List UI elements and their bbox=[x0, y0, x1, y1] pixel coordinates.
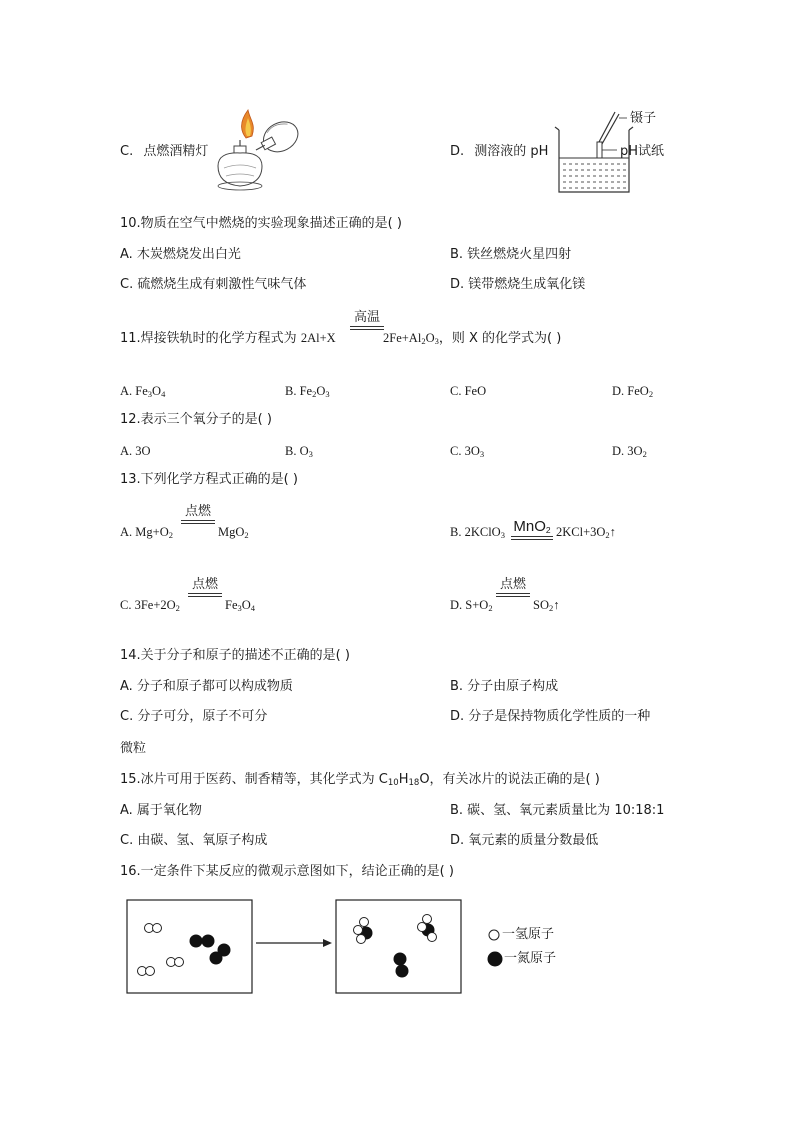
q10-stem: 10.物质在空气中燃烧的实验现象描述正确的是( ) bbox=[120, 216, 402, 231]
q11-option-a[interactable]: A. $Fe_3O_4$ bbox=[120, 384, 166, 399]
q13-a-product: MgO$_2$ bbox=[218, 525, 249, 540]
q14-option-c[interactable]: C. 分子可分，原子不可分 bbox=[120, 709, 268, 724]
q14-option-d[interactable]: D. 分子是保持物质化学性质的一种 bbox=[450, 709, 651, 724]
nitrogen-atom-legend-icon bbox=[488, 952, 503, 967]
q12-option-c[interactable]: C. $3O_3$ bbox=[450, 444, 485, 459]
q15-option-a[interactable]: A. 属于氧化物 bbox=[120, 803, 202, 818]
q9-option-d[interactable] bbox=[450, 143, 548, 161]
q11-condition bbox=[350, 306, 384, 330]
hydrogen-atom-legend-icon bbox=[489, 930, 499, 940]
q10-option-c[interactable]: C. 硫燃烧生成有刺激性气味气体 bbox=[120, 277, 307, 292]
q13-stem: 13.下列化学方程式正确的是( ) bbox=[120, 472, 298, 487]
q13-a-condition bbox=[181, 500, 215, 524]
q10-option-d[interactable]: D. 镁带燃烧生成氧化镁 bbox=[450, 277, 586, 292]
equals-sign bbox=[188, 593, 222, 597]
equals-sign bbox=[181, 520, 215, 524]
q11-option-d[interactable]: D. FeO$_2$ bbox=[612, 384, 654, 399]
ph-paper-label: pH试纸 bbox=[620, 144, 665, 159]
q14-option-b[interactable]: B. 分子由原子构成 bbox=[450, 679, 559, 694]
q12-option-a[interactable]: A. 3O bbox=[120, 444, 151, 458]
condition-text: 点燃 bbox=[191, 577, 218, 592]
catalyst-text: MnO$_2$ bbox=[513, 518, 551, 535]
alcohol-lamp-illustration bbox=[208, 106, 303, 196]
legend-nitrogen: 一氮原子 bbox=[504, 951, 557, 966]
q14-stem: 14.关于分子和原子的描述不正确的是( ) bbox=[120, 648, 350, 663]
legend-hydrogen: 一氢原子 bbox=[502, 927, 555, 942]
q13-d-product: $SO_2↑$ bbox=[533, 598, 560, 613]
q15-option-c[interactable]: C. 由碳、氢、氧原子构成 bbox=[120, 833, 268, 848]
stem-text: 15.冰片可用于医药、制香精等，其化学式为 C bbox=[120, 772, 388, 787]
products-box bbox=[336, 900, 461, 993]
condition-text: 点燃 bbox=[184, 504, 211, 519]
q13-option-b[interactable]: B. 2KClO$_3$ bbox=[450, 525, 505, 540]
q12-stem: 12.表示三个氧分子的是( ) bbox=[120, 412, 272, 427]
q9-option-c[interactable] bbox=[120, 143, 208, 161]
option-letter: D. bbox=[450, 144, 465, 159]
q12-option-d[interactable]: D. $3O_2$ bbox=[612, 444, 647, 459]
reaction-microscopic-diagram bbox=[120, 895, 600, 1000]
q13-b-catalyst bbox=[511, 518, 553, 540]
equation-rhs: $2Fe+Al_2O_3$ bbox=[383, 331, 439, 346]
equals-sign bbox=[511, 536, 553, 540]
q13-option-d[interactable]: D. $S+O_2$ bbox=[450, 598, 493, 613]
q13-c-condition bbox=[188, 573, 222, 597]
equals-sign bbox=[350, 326, 384, 330]
q11-option-c[interactable]: C. FeO bbox=[450, 384, 487, 398]
condition-text: 高温 bbox=[353, 310, 380, 325]
q10-option-b[interactable]: B. 铁丝燃烧火星四射 bbox=[450, 247, 572, 262]
q14-option-a[interactable]: A. 分子和原子都可以构成物质 bbox=[120, 679, 293, 694]
option-text: 测溶液的 pH bbox=[474, 144, 549, 159]
q11-option-b[interactable]: B. $Fe_2O_3$ bbox=[285, 384, 330, 399]
q13-option-c[interactable]: C. $3Fe+2O_2$ bbox=[120, 598, 180, 613]
reactants-box bbox=[127, 900, 252, 993]
q11-stem bbox=[120, 329, 336, 348]
tweezers-label: 镊子 bbox=[630, 111, 657, 126]
stem-text-end: O，有关冰片的说法正确的是( ) bbox=[419, 772, 600, 787]
q15-option-d[interactable]: D. 氧元素的质量分数最低 bbox=[450, 833, 599, 848]
q10-option-a[interactable]: A. 木炭燃烧发出白光 bbox=[120, 247, 241, 262]
stem-text: 11.焊接铁轨时的化学方程式为 bbox=[120, 331, 297, 346]
option-letter: C. bbox=[120, 144, 134, 159]
q15-option-b[interactable]: B. 碳、氢、氧元素质量比为 10:18:1 bbox=[450, 803, 665, 818]
q13-c-product: $Fe_3O_4$ bbox=[225, 598, 256, 613]
stem-suffix: ，则 X 的化学式为( ) bbox=[438, 331, 562, 346]
q13-b-product: $2KCl+3O_2↑$ bbox=[556, 525, 616, 540]
q13-option-a[interactable]: A. $Mg+O_2$ bbox=[120, 525, 173, 540]
q12-option-b[interactable]: B. $O_3$ bbox=[285, 444, 313, 459]
condition-text: 点燃 bbox=[499, 577, 526, 592]
equals-sign bbox=[496, 593, 530, 597]
q15-stem: 15.冰片可用于医药、制香精等，其化学式为 $C_{10}H_{18}O$，有关冰片的说法正确的是( ) bbox=[120, 772, 600, 788]
q11-stem-rhs bbox=[383, 329, 561, 348]
q14-option-d-continued: 微粒 bbox=[120, 741, 147, 756]
equation-lhs: 2Al+X bbox=[300, 331, 336, 345]
option-text: 点燃酒精灯 bbox=[143, 144, 209, 159]
q16-stem: 16.一定条件下某反应的微观示意图如下，结论正确的是( ) bbox=[120, 864, 454, 879]
q13-d-condition bbox=[496, 573, 530, 597]
